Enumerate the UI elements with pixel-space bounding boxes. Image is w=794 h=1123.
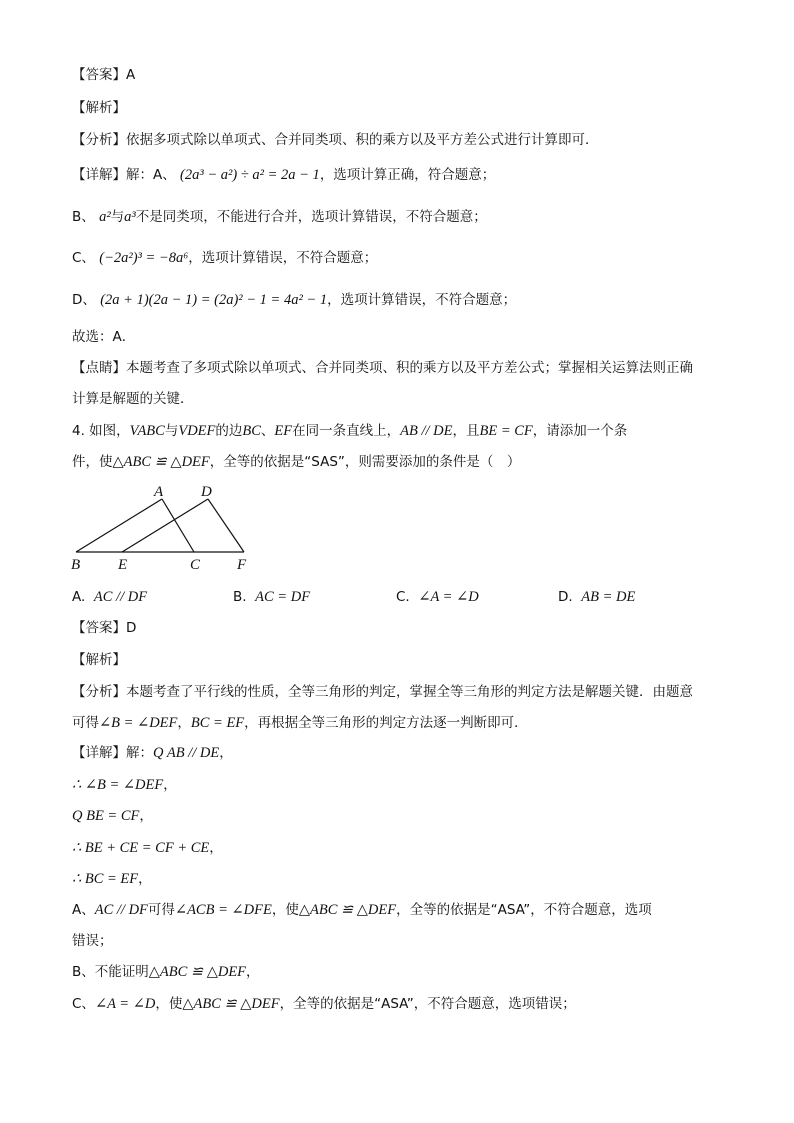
q4-fenxi-expr: BC = EF [190,715,245,731]
label-a: A [154,484,164,500]
label-e: E [118,557,128,573]
q3-fenxi-tag: 【分析】 [72,132,126,148]
q3-c-suffix: ，选项计算错误，不符合题意； [188,250,378,266]
q4-stem-bc: BC [242,423,261,439]
q4-stem-congruence: △ABC ≌ △DEF [112,454,210,470]
q4-detail-line2 [72,775,177,795]
q3-dianjing-text1: 本题考查了多项式除以单项式、合并同类项、积的乘方以及平方差公式；掌握相关运算法则正确 [126,360,693,376]
option-expr: AC // DF [93,589,148,605]
label-c: C [190,557,201,573]
q4-fenxi-text: ， [177,715,191,731]
q3-b-mid: 与 [110,209,125,225]
q4-stem-text: ，且 [452,423,480,439]
q4-detail-tag: 【详解】 [72,745,126,761]
q3-analysis-heading: 【解析】 [72,100,126,116]
option-letter: C. [396,589,410,605]
q3-d-prefix: D、 [72,292,96,308]
q4-stem-text: 的边 [215,423,243,439]
q4-fenxi-tag: 【分析】 [72,684,126,700]
q4-stem-text: 与 [164,423,179,439]
triangle-figure [66,482,266,574]
q4-stem-text: ，请添加一个条 [532,423,628,439]
segment-df [208,499,244,552]
q4-detail-text: ，使 [271,902,299,918]
q4-detail-text: 可得 [147,902,175,918]
q3-detail-a [72,165,495,185]
segment-ed [122,499,208,552]
q4-fenxi-text: 本题考查了平行线的性质，全等三角形的判定，掌握全等三角形的判定方法是解题关键．由题意 [126,684,693,700]
q4-stem-ef: EF [274,423,293,439]
q4-detail-line1 [72,743,233,763]
q4-stem-line1 [72,421,627,441]
q4-detail-expr: ∴ BC = EF [72,871,139,887]
q4-detail-expr: ∴ BE + CE = CF + CE [72,840,210,856]
q4-detail-expr: Q AB // DE [153,745,220,761]
q4-detail-expr: △ABC ≌ △DEF [182,996,280,1012]
q4-detail-text: C、 [72,996,95,1012]
q4-option-b-analysis [72,962,260,982]
q3-detail-d [72,290,516,310]
q3-fenxi [72,130,599,150]
q4-detail-line3 [72,806,153,826]
q3-dianjing-line1 [72,358,693,378]
q4-detail-expr: ∠ACB = ∠DFE [174,902,272,918]
label-f: F [237,557,247,573]
q4-detail-text: ， [209,840,223,856]
q4-detail-text: ， [139,808,153,824]
q4-detail-expr: AC // DF [94,902,148,918]
q4-stem-line2 [72,452,520,472]
q4-stem-text: 4. 如图， [72,423,130,439]
q4-detail-expr: ∴ ∠B = ∠DEF [72,777,164,793]
q3-answer: 【答案】A [72,67,136,83]
segment-ab [76,499,162,552]
label-b: B [71,557,81,573]
q4-detail-text: 解： [126,745,153,761]
option-letter: D. [558,589,573,605]
q4-stem-tri2: VDEF [178,423,216,439]
q4-detail-text: ，使 [155,996,183,1012]
q4-detail-text: ， [163,777,177,793]
q3-b-expr2: a³ [124,209,136,225]
q3-detail-c [72,248,377,268]
option-letter: B. [233,589,247,605]
q4-fenxi-text: 可得 [72,715,99,731]
option-expr: AC = DF [255,589,311,605]
q4-stem-tri1: VABC [129,423,165,439]
q3-fenxi-text: 依据多项式除以单项式、合并同类项、积的乘方以及平方差公式进行计算即可． [126,132,599,148]
q3-c-expression: (−2a²)³ = −8a⁶ [99,250,189,266]
q4-detail-expr: △ABC ≌ △DEF [298,902,397,918]
option-expr: ∠A = ∠D [418,589,479,605]
q4-stem-equal: BE = CF [479,423,533,439]
q4-stem-text: 、 [260,423,275,439]
q4-detail-text: ， [246,964,260,980]
q3-d-suffix: ，选项计算错误，不符合题意； [327,292,517,308]
label-d: D [201,484,212,500]
q3-d-expression: (2a + 1)(2a − 1) = (2a)² − 1 = 4a² − 1 [100,292,328,308]
q4-detail-text: B、不能证明 [72,964,149,980]
q4-detail-expr: △ABC ≌ △DEF [148,964,247,980]
q3-b-expr1: a² [99,209,111,225]
q3-c-prefix: C、 [72,250,95,266]
q4-detail-text: A、 [72,902,95,918]
q3-dianjing-line2: 计算是解题的关键． [72,391,194,407]
q3-b-prefix: B、 [72,209,95,225]
q3-a-prefix: 解：A、 [126,167,176,183]
q4-stem-text: ，全等的依据是“SAS”，则需要添加的条件是（ ） [209,454,521,470]
segment-ac [162,499,194,552]
q4-option-a-analysis [72,900,652,920]
q3-a-expression: (2a³ − a²) ÷ a² = 2a − 1 [180,167,320,183]
q4-detail-expr: ∠A = ∠D [94,996,156,1012]
q4-fenxi-line2 [72,713,528,733]
option-expr: AB = DE [581,589,636,605]
q4-fenxi-expr: ∠B = ∠DEF [99,715,178,731]
q4-stem-parallel: AB // DE [400,423,453,439]
q4-fenxi-line1 [72,682,693,702]
q4-option-a-analysis-cont: 错误； [72,933,113,949]
q4-detail-expr: Q BE = CF [72,808,140,824]
q4-stem-text: 件，使 [72,454,113,470]
q3-b-suffix: 不是同类项，不能进行合并，选项计算错误，不符合题意； [135,209,487,225]
option-b [233,587,310,607]
q4-detail-text: ， [138,871,152,887]
q4-detail-line5 [72,869,152,889]
q3-dianjing-tag: 【点睛】 [72,360,126,376]
option-c [396,587,479,607]
q4-detail-text: ， [219,745,233,761]
q4-option-c-analysis [72,994,576,1014]
q3-choose: 故选：A． [72,329,136,345]
q3-detail-b [72,207,487,227]
option-a [72,587,147,607]
q4-detail-text: ，全等的依据是“ASA”，不符合题意，选项错误； [279,996,576,1012]
option-letter: A. [72,589,86,605]
q4-analysis-heading: 【解析】 [72,652,126,668]
q4-stem-text: 在同一条直线上， [292,423,401,439]
q3-detail-tag: 【详解】 [72,167,126,183]
q4-detail-text: ，全等的依据是“ASA”，不符合题意，选项 [396,902,652,918]
q4-answer: 【答案】D [72,620,137,636]
option-d [558,587,635,607]
q3-a-suffix: ，选项计算正确，符合题意； [319,167,496,183]
q4-fenxi-text: ，再根据全等三角形的判定方法逐一判断即可． [244,715,528,731]
q4-detail-line4 [72,838,223,858]
